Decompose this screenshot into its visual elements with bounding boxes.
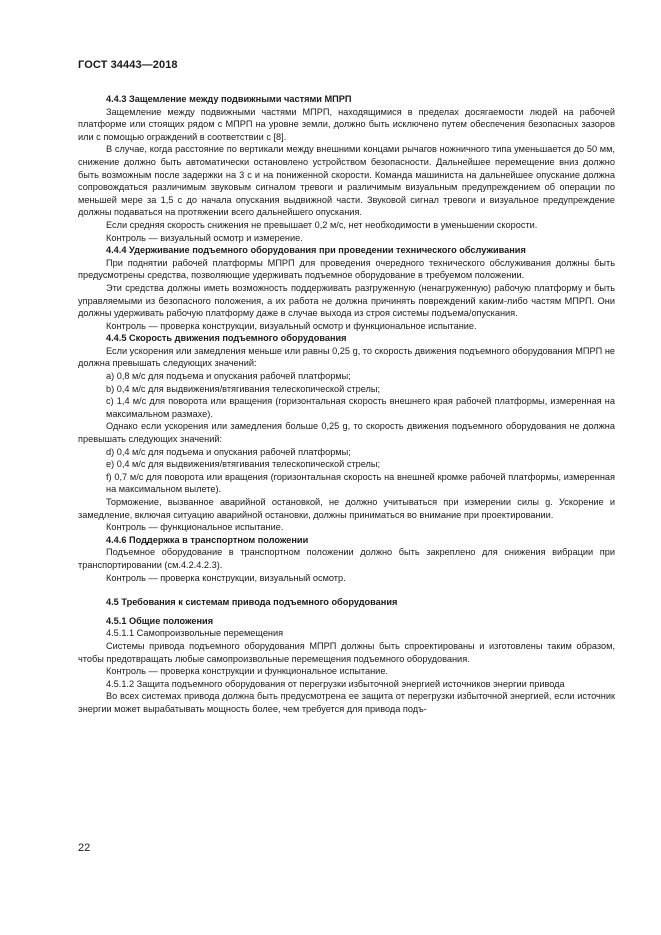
paragraph: 4.5.1.1 Самопроизвольные перемещения (106, 628, 284, 639)
paragraph: Контроль — проверка конструкции, визуальный осмотр и функциональное испытание. (106, 320, 477, 331)
paragraph: Если ускорения или замедления меньше или равны 0,25 g, то скорость движения подъемного оборудования МПРП не должна превышать следующих значений: (78, 345, 615, 369)
section-heading: 4.5.1 Общие положения (106, 615, 214, 626)
paragraph: Подъемное оборудование в транспортном положении должно быть закреплено для снижения вибрации при транспортировании (см.4.2.4.2.3). (78, 547, 615, 570)
paragraph: Контроль — функциональное испытание. (106, 522, 284, 533)
list-item: e) 0,4 м/с для выдвижения/втягивания телескопической стрелы; (106, 459, 381, 470)
paragraph: При поднятии рабочей платформы МПРП для проведения очередного технического обслуживания должны быть предусмотрены средства, позволяющие удерживать подъемное оборудование в требуемом положении. (78, 257, 615, 281)
list-item: d) 0,4 м/с для подъема и опускания рабочей платформы; (106, 446, 351, 457)
list-item: c) 1,4 м/с для поворота или вращения (горизонтальная скорость внешнего края рабочей платформы, измеренная на максимальном размахе). (106, 396, 615, 419)
paragraph: Контроль — визуальный осмотр и измерение. (106, 232, 303, 243)
paragraph: Эти средства должны иметь возможность поддерживать разгруженную (ненагруженную) рабочую платформу и быть управляемыми из безопасного положения, а их работа не должна причинять повреждений каким-либо частям МПРП. Они должны удерживать рабочую платформу даже в случае выхода из строя системы подъема/опускания. (78, 282, 615, 319)
document-body (78, 93, 615, 716)
list-item: f) 0,7 м/с для поворота или вращения (горизонтальная скорость на внешней кромке рабочей платформы, измеренная на максимальном вылете). (106, 471, 615, 495)
paragraph: Торможение, вызванное аварийной остановкой, не должно учитываться при измерении силы g. Ускорение и замедление, включая ситуацию аварийной остановки, должны приниматься во внимание при проектировании. (78, 497, 615, 520)
section-heading: 4.4.5 Скорость движения подъемного оборудования (106, 333, 347, 344)
paragraph: 4.5.1.2 Защита подъемного оборудования от перегрузки избыточной энергией источников энергии привода (106, 678, 565, 689)
paragraph: Если средняя скорость снижения не превышает 0,2 м/с, нет необходимости в уменьшении скорости. (106, 219, 538, 230)
paragraph: Защемление между подвижными частями МПРП, находящимися в пределах досягаемости людей на рабочей платформе или стоящих рядом с МПРП на уровне земли, должно быть исключено путем обеспечения безопасных зазоров или с помощью ограждений в соответствии с [8]. (78, 106, 615, 142)
paragraph: Во всех системах привода должна быть предусмотрена ее защита от перегрузки избыточной энергией, если источник энергии может вырабатывать мощность более, чем требуется для привода подъ- (78, 691, 615, 714)
paragraph: Контроль — проверка конструкции и функциональное испытание. (106, 666, 388, 677)
section-heading: 4.4.6 Поддержка в транспортном положении (106, 534, 309, 545)
list-item: b) 0,4 м/с для выдвижения/втягивания телескопической стрелы; (106, 383, 381, 394)
page-number: 22 (78, 842, 91, 854)
paragraph: Контроль — проверка конструкции, визуальный осмотр. (106, 572, 346, 583)
list-item: a) 0,8 м/с для подъема и опускания рабочей платформы; (106, 371, 351, 382)
section-heading: 4.4.4 Удерживание подъемного оборудования при проведении технического обслуживания (106, 245, 526, 256)
section-heading: 4.4.3 Защемление между подвижными частями МПРП (106, 94, 352, 104)
paragraph: В случае, когда расстояние по вертикали между внешними концами рычагов ножничного типа уменьшается до 50 мм, снижение должно быть автоматически остановлено устройством безопасности. Дальнейшее перемещение вниз должно быть возможным после задержки на 3 с и на пониженной скорости. Команда машиниста на дальнейшее опускание должна сопровождаться различимым звуковым сигналом тревоги и различимым визуальным предупреждением об операции по меньшей мере за 1,5 с до начала опускания выдвижной части. Звуковой сигнал тревоги и визуальное предупреждение должны подаваться на протяжении всего дальнейшего опускания. (78, 144, 615, 218)
paragraph: Системы привода подъемного оборудования МПРП должны быть спроектированы и изготовлены таким образом, чтобы предотвращать любые самопроизвольные перемещения подъемного оборудования. (78, 640, 615, 664)
section-heading: 4.5 Требования к системам привода подъемного оборудования (106, 597, 398, 608)
document-header: ГОСТ 34443—2018 (78, 59, 178, 71)
paragraph: Однако если ускорения или замедления больше 0,25 g, то скорость движения подъемного оборудования не должна превышать следующих значений: (78, 421, 615, 445)
